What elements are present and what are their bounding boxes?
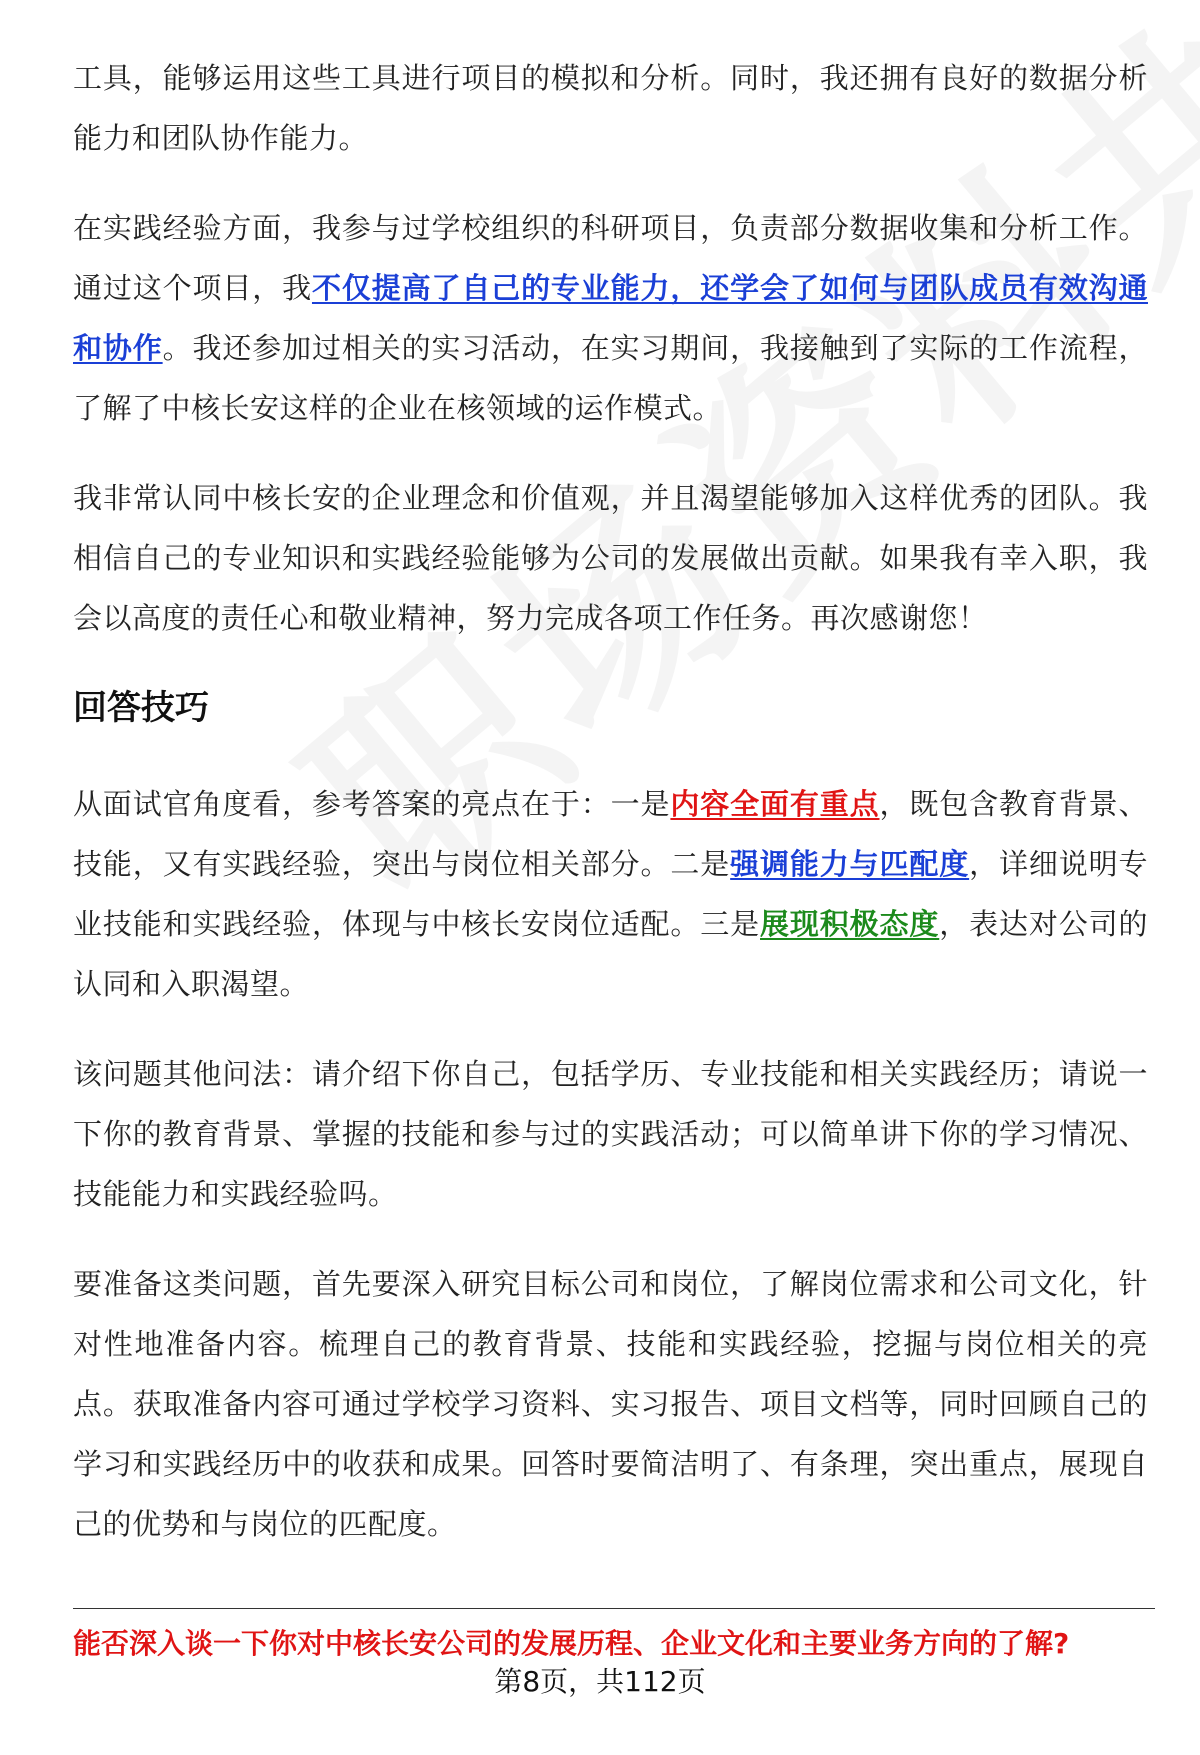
page-number: 第8页，共112页 bbox=[494, 1665, 706, 1698]
paragraph-text: 该问题其他问法：请介绍下你自己，包括学历、专业技能和相关实践经历；请说一下你的教育背景、掌握的技能和参与过的实践活动；可以简单讲下你的学习情况、技能能力和实践经验吗。 bbox=[73, 1057, 1148, 1211]
paragraph-alternative-questions bbox=[73, 1044, 1148, 1224]
paragraph-motivation bbox=[73, 468, 1148, 648]
paragraph-text: ，详细说明专业技能和实践经验，体现与中核长安岗位适配。三是 bbox=[73, 847, 1148, 941]
highlight-attitude: 展现积极态度 bbox=[760, 907, 940, 941]
highlight-match: 强调能力与匹配度 bbox=[730, 847, 970, 881]
highlight-content: 内容全面有重点 bbox=[670, 787, 880, 821]
paragraph-skills bbox=[73, 48, 1148, 168]
paragraph-tips-highlights bbox=[73, 774, 1148, 1014]
paragraph-text: ，既包含教育背景、技能，又有实践经验，突出与岗位相关部分。二是 bbox=[73, 787, 1148, 881]
paragraph-text: 我非常认同中核长安的企业理念和价值观，并且渴望能够加入这样优秀的团队。我相信自己的专业知识和实践经验能够为公司的发展做出贡献。如果我有幸入职，我会以高度的责任心和敬业精神，努力完成各项工作任务。再次感谢您！ bbox=[73, 481, 1148, 635]
paragraph-text: 从面试官角度看，参考答案的亮点在于：一是 bbox=[73, 787, 671, 821]
page-content bbox=[73, 48, 1148, 1584]
paragraph-text: 。我还参加过相关的实习活动，在实习期间，我接触到了实际的工作流程，了解了中核长安这样的企业在核领域的运作模式。 bbox=[73, 331, 1148, 425]
section-heading-tips: 回答技巧 bbox=[73, 688, 209, 728]
paragraph-preparation bbox=[73, 1254, 1148, 1554]
paragraph-text: 在实践经验方面，我参与过学校组织的科研项目，负责部分数据收集和分析工作。通过这个项目，我 bbox=[73, 211, 1148, 305]
paragraph-experience bbox=[73, 198, 1148, 438]
footer-divider bbox=[73, 1608, 1155, 1609]
next-question: 能否深入谈一下你对中核长安公司的发展历程、企业文化和主要业务方向的了解? bbox=[73, 1627, 1070, 1660]
paragraph-text: 要准备这类问题，首先要深入研究目标公司和岗位，了解岗位需求和公司文化，针对性地准备内容。梳理自己的教育背景、技能和实践经验，挖掘与岗位相关的亮点。获取准备内容可通过学校学习资料、实习报告、项目文档等，同时回顾自己的学习和实践经历中的收获和成果。回答时要简洁明了、有条理，突出重点，展现自己的优势和与岗位的匹配度。 bbox=[73, 1267, 1148, 1541]
highlight-ability: 不仅提高了自己的专业能力，还学会了如何与团队成员有效沟通和协作 bbox=[73, 271, 1148, 365]
paragraph-text: 工具，能够运用这些工具进行项目的模拟和分析。同时，我还拥有良好的数据分析能力和团队协作能力。 bbox=[73, 61, 1148, 155]
paragraph-text: ，表达对公司的认同和入职渴望。 bbox=[73, 907, 1148, 1001]
